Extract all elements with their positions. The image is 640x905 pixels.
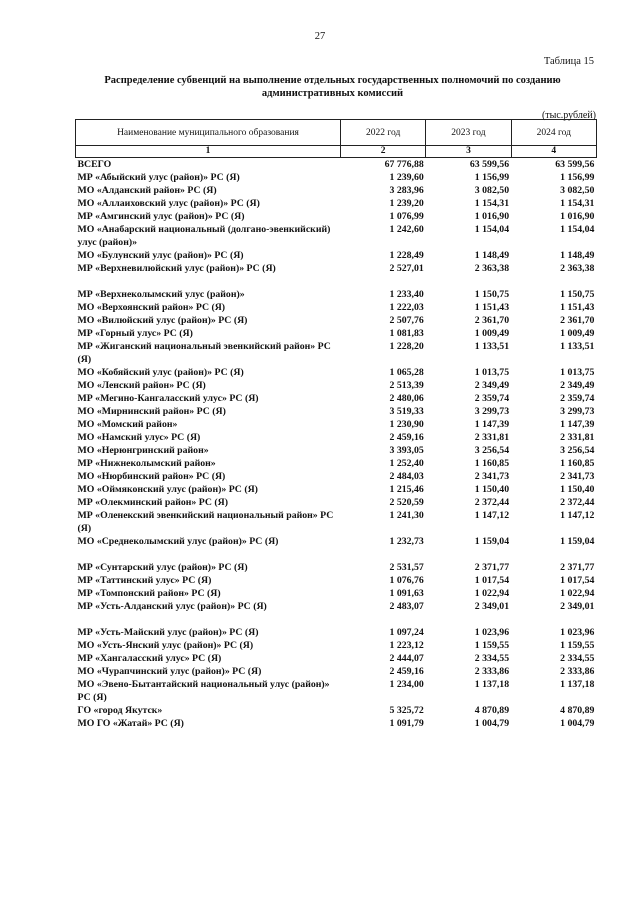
table-row <box>76 665 597 678</box>
header-municipality: Наименование муниципального образования <box>76 120 341 146</box>
table-row <box>76 496 597 509</box>
header-year-2023: 2023 год <box>426 120 511 146</box>
municipality-cell: МР «Верхнеколымский улус (район)» <box>77 289 245 300</box>
value-2024-cell: 1 013,75 <box>560 367 595 378</box>
subsidy-table <box>75 119 597 730</box>
municipality-cell: МО «Вилюйский улус (район)» РС (Я) <box>77 315 248 326</box>
spacer-row <box>76 275 597 288</box>
value-2024-cell: 2 349,49 <box>560 380 595 391</box>
table-row <box>76 509 597 535</box>
value-2022-cell: 2 527,01 <box>389 263 424 274</box>
value-2024-cell: 1 004,79 <box>560 718 595 729</box>
table-row <box>76 379 597 392</box>
municipality-cell: МР «Томпонский район» РС (Я) <box>77 588 221 599</box>
value-2023-cell: 1 137,18 <box>474 679 510 690</box>
table-row <box>76 340 597 366</box>
municipality-cell: МО «Намский улус» РС (Я) <box>77 432 201 443</box>
municipality-cell: МО «Верхоянский район» РС (Я) <box>77 302 226 313</box>
table-row <box>76 197 597 210</box>
value-2024-cell: 1 148,49 <box>560 250 595 261</box>
value-2022-cell: 2 520,59 <box>389 497 424 508</box>
header-year-2024: 2024 год <box>511 120 596 146</box>
value-2022-cell: 1 230,90 <box>389 419 424 430</box>
value-2023-cell: 1 013,75 <box>474 367 510 378</box>
value-2024-cell: 2 349,01 <box>560 601 595 612</box>
value-2022-cell: 1 223,12 <box>389 640 424 651</box>
table-row <box>76 223 597 249</box>
municipality-cell: МР «Оленекский эвенкийский национальный район» РС (Я) <box>77 510 334 534</box>
value-2024-cell: 1 150,40 <box>560 484 595 495</box>
value-2022-cell: 1 239,20 <box>389 198 424 209</box>
value-2023-cell: 1 154,04 <box>474 224 510 235</box>
municipality-cell: МО «Момский район» <box>77 419 178 430</box>
table-row <box>76 301 597 314</box>
value-2022-cell: 1 232,73 <box>389 536 424 547</box>
header-year-2022: 2022 год <box>341 120 426 146</box>
units-note: (тыс.рублей) <box>541 110 596 121</box>
value-2024-cell: 2 334,55 <box>560 653 595 664</box>
table-row <box>76 704 597 717</box>
value-2024-cell: 2 331,81 <box>560 432 595 443</box>
spacer-row <box>76 548 597 561</box>
municipality-cell: МО ГО «Жатай» РС (Я) <box>77 718 184 729</box>
value-2022-cell: 1 252,40 <box>389 458 424 469</box>
value-2024-cell: 1 009,49 <box>560 328 595 339</box>
value-2023-cell: 1 022,94 <box>474 588 510 599</box>
value-2023-cell: 1 151,43 <box>474 302 510 313</box>
value-2022-cell: 3 283,96 <box>389 185 424 196</box>
municipality-cell: МО «Алданский район» РС (Я) <box>77 185 217 196</box>
table-row <box>76 561 597 574</box>
value-2023-cell: 2 363,38 <box>474 263 510 274</box>
table-row <box>76 717 597 730</box>
value-2022-cell: 1 234,00 <box>389 679 424 690</box>
value-2024-cell: 1 016,90 <box>560 211 595 222</box>
value-2022-cell: 2 483,07 <box>389 601 424 612</box>
value-2024-cell: 2 371,77 <box>560 562 595 573</box>
table-row <box>76 600 597 613</box>
column-number: 2 <box>341 146 426 158</box>
value-2023-cell: 3 082,50 <box>474 185 510 196</box>
value-2023-cell: 1 016,90 <box>474 211 510 222</box>
value-2023-cell: 1 147,39 <box>474 419 510 430</box>
table-row <box>76 366 597 379</box>
table-row <box>76 418 597 431</box>
value-2024-cell: 3 082,50 <box>560 185 595 196</box>
municipality-cell: МО «Булунский улус (район)» РС (Я) <box>77 250 244 261</box>
table-row <box>76 587 597 600</box>
page-number: 27 <box>314 31 326 42</box>
value-2023-cell: 1 147,12 <box>474 510 510 521</box>
table-row <box>76 327 597 340</box>
value-2022-cell: 1 065,28 <box>389 367 424 378</box>
table-row <box>76 574 597 587</box>
value-2023-cell: 1 009,49 <box>474 328 510 339</box>
table-row <box>76 158 597 172</box>
table-label: Таблица 15 <box>543 56 594 67</box>
table-row <box>76 639 597 652</box>
value-2024-cell: 1 150,75 <box>560 289 595 300</box>
value-2024-cell: 4 870,89 <box>560 705 595 716</box>
municipality-cell: МР «Амгинский улус (район)» РС (Я) <box>77 211 245 222</box>
value-2022-cell: 1 081,83 <box>389 328 424 339</box>
table-row <box>76 626 597 639</box>
municipality-cell: МО «Оймяконский улус (район)» РС (Я) <box>77 484 258 495</box>
value-2022-cell: 1 233,40 <box>389 289 424 300</box>
value-2023-cell: 63 599,56 <box>469 159 510 170</box>
municipality-cell: МР «Олекминский район» РС (Я) <box>77 497 228 508</box>
municipality-cell: МО «Кобяйский улус (район)» РС (Я) <box>77 367 244 378</box>
municipality-cell: МР «Хангаласский улус» РС (Я) <box>77 653 222 664</box>
table-row <box>76 678 597 704</box>
value-2024-cell: 1 154,31 <box>560 198 595 209</box>
value-2024-cell: 1 017,54 <box>560 575 595 586</box>
municipality-cell: МР «Нижнеколымский район» <box>77 458 216 469</box>
value-2023-cell: 2 371,77 <box>474 562 510 573</box>
table-row <box>76 184 597 197</box>
municipality-cell: МО «Среднеколымский улус (район)» РС (Я) <box>77 536 279 547</box>
spacer-cell <box>76 275 597 288</box>
municipality-cell: МО «Аллаиховский улус (район)» РС (Я) <box>77 198 260 209</box>
value-2024-cell: 63 599,56 <box>555 159 595 170</box>
value-2022-cell: 2 459,16 <box>389 432 424 443</box>
value-2024-cell: 3 299,73 <box>560 406 595 417</box>
municipality-cell: МО «Эвено-Бытантайский национальный улус (район)» РС (Я) <box>77 679 330 703</box>
municipality-cell: ГО «город Якутск» <box>77 705 163 716</box>
municipality-cell: МО «Ленский район» РС (Я) <box>77 380 206 391</box>
value-2022-cell: 1 215,46 <box>389 484 424 495</box>
value-2024-cell: 2 341,73 <box>560 471 595 482</box>
municipality-cell: МР «Верхневилюйский улус (район)» РС (Я) <box>77 263 276 274</box>
value-2023-cell: 1 154,31 <box>474 198 510 209</box>
table-row <box>76 314 597 327</box>
value-2022-cell: 3 519,33 <box>389 406 424 417</box>
value-2023-cell: 1 150,75 <box>474 289 510 300</box>
municipality-cell: МО «Нерюнгринский район» <box>77 445 209 456</box>
spacer-cell <box>76 613 597 626</box>
spacer-cell <box>76 548 597 561</box>
value-2022-cell: 2 484,03 <box>389 471 424 482</box>
table-body <box>76 158 597 731</box>
value-2023-cell: 2 361,70 <box>474 315 510 326</box>
value-2024-cell: 2 361,70 <box>560 315 595 326</box>
value-2022-cell: 1 097,24 <box>389 627 424 638</box>
value-2023-cell: 2 372,44 <box>474 497 510 508</box>
value-2023-cell: 1 156,99 <box>474 172 510 183</box>
municipality-cell: МО «Усть-Янский улус (район)» РС (Я) <box>77 640 254 651</box>
value-2024-cell: 1 156,99 <box>560 172 595 183</box>
municipality-cell: МО «Анабарский национальный (долгано-эвенкийский) улус (район)» <box>77 224 331 248</box>
value-2024-cell: 1 023,96 <box>560 627 595 638</box>
column-number: 3 <box>426 146 511 158</box>
table-row <box>76 457 597 470</box>
value-2023-cell: 1 150,40 <box>474 484 510 495</box>
municipality-cell: МР «Горный улус» РС (Я) <box>77 328 193 339</box>
value-2023-cell: 2 333,86 <box>474 666 510 677</box>
value-2022-cell: 1 091,79 <box>389 718 424 729</box>
value-2022-cell: 1 228,20 <box>389 341 424 352</box>
value-2024-cell: 1 151,43 <box>560 302 595 313</box>
value-2022-cell: 2 444,07 <box>389 653 424 664</box>
value-2024-cell: 2 359,74 <box>560 393 595 404</box>
municipality-cell: МР «Жиганский национальный эвенкийский район» РС (Я) <box>77 341 331 365</box>
table-row <box>76 262 597 275</box>
municipality-cell: МР «Абыйский улус (район)» РС (Я) <box>77 172 240 183</box>
value-2023-cell: 1 160,85 <box>474 458 510 469</box>
value-2023-cell: 2 334,55 <box>474 653 510 664</box>
municipality-cell: МР «Усть-Майский улус (район)» РС (Я) <box>77 627 259 638</box>
value-2022-cell: 1 242,60 <box>389 224 424 235</box>
table-row <box>76 535 597 548</box>
value-2024-cell: 1 154,04 <box>560 224 595 235</box>
municipality-cell: МО «Нюрбинский район» РС (Я) <box>77 471 226 482</box>
table-row <box>76 483 597 496</box>
value-2023-cell: 1 023,96 <box>474 627 510 638</box>
value-2022-cell: 1 228,49 <box>389 250 424 261</box>
value-2024-cell: 3 256,54 <box>560 445 595 456</box>
value-2022-cell: 2 531,57 <box>389 562 424 573</box>
value-2022-cell: 1 222,03 <box>389 302 424 313</box>
value-2023-cell: 3 299,73 <box>474 406 510 417</box>
value-2022-cell: 1 076,99 <box>389 211 424 222</box>
value-2023-cell: 1 017,54 <box>474 575 510 586</box>
value-2024-cell: 1 159,55 <box>560 640 595 651</box>
table-row <box>76 288 597 301</box>
value-2022-cell: 2 513,39 <box>389 380 424 391</box>
column-number-row <box>76 146 597 158</box>
value-2023-cell: 2 341,73 <box>474 471 510 482</box>
table-row <box>76 210 597 223</box>
value-2023-cell: 2 331,81 <box>474 432 510 443</box>
column-number: 1 <box>76 146 341 158</box>
table-row <box>76 444 597 457</box>
value-2022-cell: 1 241,30 <box>389 510 424 521</box>
table-row <box>76 470 597 483</box>
value-2024-cell: 2 363,38 <box>560 263 595 274</box>
value-2024-cell: 1 159,04 <box>560 536 595 547</box>
column-number: 4 <box>511 146 596 158</box>
document-title: Распределение субвенций на выполнение отдельных государственных полномочий по созданию административных комиссий <box>104 75 561 99</box>
value-2023-cell: 1 004,79 <box>474 718 510 729</box>
value-2023-cell: 2 359,74 <box>474 393 510 404</box>
value-2024-cell: 1 147,39 <box>560 419 595 430</box>
value-2023-cell: 1 133,51 <box>474 341 510 352</box>
value-2022-cell: 2 507,76 <box>389 315 424 326</box>
value-2022-cell: 1 091,63 <box>389 588 424 599</box>
value-2022-cell: 2 480,06 <box>389 393 424 404</box>
municipality-cell: МО «Чурапчинский улус (район)» РС (Я) <box>77 666 262 677</box>
value-2022-cell: 2 459,16 <box>389 666 424 677</box>
table-row <box>76 652 597 665</box>
value-2023-cell: 4 870,89 <box>474 705 510 716</box>
spacer-row <box>76 613 597 626</box>
table-row <box>76 249 597 262</box>
value-2024-cell: 2 372,44 <box>560 497 595 508</box>
value-2023-cell: 1 148,49 <box>474 250 510 261</box>
value-2022-cell: 5 325,72 <box>389 705 424 716</box>
municipality-cell: МР «Мегино-Кангаласский улус» РС (Я) <box>77 393 259 404</box>
value-2023-cell: 2 349,49 <box>474 380 510 391</box>
value-2022-cell: 1 076,76 <box>389 575 424 586</box>
value-2022-cell: 3 393,05 <box>389 445 424 456</box>
header-row <box>76 120 597 146</box>
municipality-cell: МО «Мирнинский район» РС (Я) <box>77 406 226 417</box>
municipality-cell: МР «Сунтарский улус (район)» РС (Я) <box>77 562 248 573</box>
value-2023-cell: 2 349,01 <box>474 601 510 612</box>
value-2024-cell: 1 133,51 <box>560 341 595 352</box>
value-2023-cell: 3 256,54 <box>474 445 510 456</box>
municipality-cell: ВСЕГО <box>77 159 112 170</box>
table-row <box>76 405 597 418</box>
municipality-cell: МР «Таттинский улус» РС (Я) <box>77 575 212 586</box>
value-2024-cell: 1 137,18 <box>560 679 595 690</box>
value-2024-cell: 2 333,86 <box>560 666 595 677</box>
table-row <box>76 392 597 405</box>
value-2023-cell: 1 159,55 <box>474 640 510 651</box>
value-2024-cell: 1 022,94 <box>560 588 595 599</box>
table-row <box>76 431 597 444</box>
table-row <box>76 171 597 184</box>
value-2024-cell: 1 160,85 <box>560 458 595 469</box>
municipality-cell: МР «Усть-Алданский улус (район)» РС (Я) <box>77 601 267 612</box>
value-2022-cell: 67 776,88 <box>384 159 424 170</box>
value-2022-cell: 1 239,60 <box>389 172 424 183</box>
value-2024-cell: 1 147,12 <box>560 510 595 521</box>
value-2023-cell: 1 159,04 <box>474 536 510 547</box>
